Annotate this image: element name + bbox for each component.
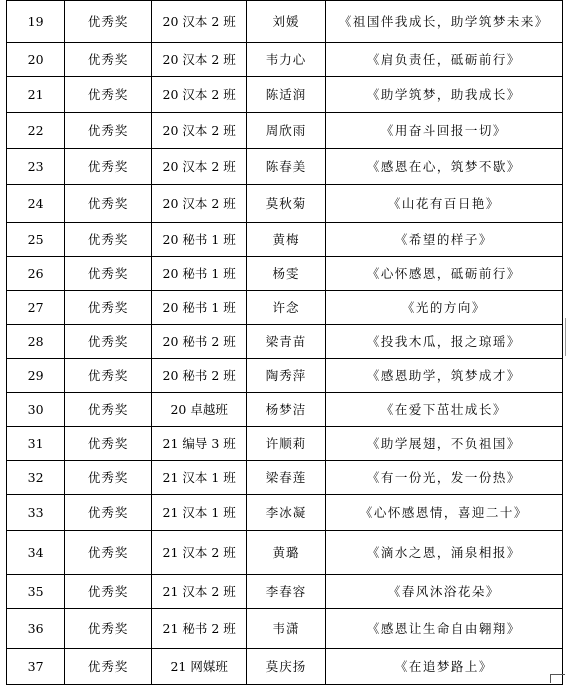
class-name: 20 秘书 1 班 — [152, 257, 247, 291]
essay-title: 《祖国伴我成长，助学筑梦未来》 — [325, 1, 562, 43]
student-name: 陈春美 — [247, 149, 326, 185]
table-row — [7, 531, 563, 575]
award-level: 优秀奖 — [65, 427, 152, 461]
row-number: 21 — [7, 77, 65, 113]
student-name: 韦潇 — [247, 609, 326, 649]
essay-title: 《希望的样子》 — [325, 223, 562, 257]
class-name: 20 卓越班 — [152, 393, 247, 427]
essay-title: 《光的方向》 — [325, 291, 562, 325]
table-row — [7, 113, 563, 149]
award-table — [6, 0, 563, 685]
essay-title: 《感恩让生命自由翱翔》 — [325, 609, 562, 649]
class-name: 21 秘书 2 班 — [152, 609, 247, 649]
essay-title: 《在爱下茁壮成长》 — [325, 393, 562, 427]
table-row — [7, 359, 563, 393]
table-row — [7, 427, 563, 461]
class-name: 21 汉本 1 班 — [152, 461, 247, 495]
row-number: 19 — [7, 1, 65, 43]
student-name: 周欣雨 — [247, 113, 326, 149]
student-name: 许念 — [247, 291, 326, 325]
class-name: 20 秘书 1 班 — [152, 291, 247, 325]
row-number: 32 — [7, 461, 65, 495]
award-level: 优秀奖 — [65, 609, 152, 649]
row-number: 36 — [7, 609, 65, 649]
award-level: 优秀奖 — [65, 1, 152, 43]
class-name: 21 汉本 2 班 — [152, 531, 247, 575]
student-name: 莫庆扬 — [247, 649, 326, 685]
essay-title: 《在追梦路上》 — [325, 649, 562, 685]
award-level: 优秀奖 — [65, 393, 152, 427]
row-number: 29 — [7, 359, 65, 393]
award-level: 优秀奖 — [65, 531, 152, 575]
essay-title: 《助学筑梦，助我成长》 — [325, 77, 562, 113]
table-row — [7, 461, 563, 495]
award-level: 优秀奖 — [65, 461, 152, 495]
award-level: 优秀奖 — [65, 185, 152, 223]
class-name: 20 汉本 2 班 — [152, 1, 247, 43]
row-number: 31 — [7, 427, 65, 461]
essay-title: 《肩负责任，砥砺前行》 — [325, 43, 562, 77]
student-name: 梁青苗 — [247, 325, 326, 359]
student-name: 梁春莲 — [247, 461, 326, 495]
essay-title: 《投我木瓜，报之琼瑶》 — [325, 325, 562, 359]
table-row — [7, 257, 563, 291]
essay-title: 《滴水之恩，涌泉相报》 — [325, 531, 562, 575]
table-row — [7, 325, 563, 359]
table-row — [7, 393, 563, 427]
student-name: 莫秋菊 — [247, 185, 326, 223]
class-name: 20 汉本 2 班 — [152, 77, 247, 113]
class-name: 21 网媒班 — [152, 649, 247, 685]
class-name: 20 汉本 2 班 — [152, 113, 247, 149]
row-number: 35 — [7, 575, 65, 609]
row-number: 28 — [7, 325, 65, 359]
table-row — [7, 43, 563, 77]
class-name: 20 汉本 2 班 — [152, 149, 247, 185]
award-table-sheet — [6, 0, 563, 685]
student-name: 黄梅 — [247, 223, 326, 257]
row-number: 27 — [7, 291, 65, 325]
essay-title: 《山花有百日艳》 — [325, 185, 562, 223]
row-number: 22 — [7, 113, 65, 149]
essay-title: 《春风沐浴花朵》 — [325, 575, 562, 609]
row-number: 26 — [7, 257, 65, 291]
essay-title: 《用奋斗回报一切》 — [325, 113, 562, 149]
student-name: 许顺莉 — [247, 427, 326, 461]
class-name: 20 秘书 2 班 — [152, 325, 247, 359]
row-number: 24 — [7, 185, 65, 223]
table-row — [7, 575, 563, 609]
row-number: 33 — [7, 495, 65, 531]
essay-title: 《心怀感恩，砥砺前行》 — [325, 257, 562, 291]
student-name: 杨雯 — [247, 257, 326, 291]
class-name: 20 秘书 1 班 — [152, 223, 247, 257]
essay-title: 《感恩助学，筑梦成才》 — [325, 359, 562, 393]
award-level: 优秀奖 — [65, 325, 152, 359]
class-name: 20 汉本 2 班 — [152, 43, 247, 77]
row-number: 20 — [7, 43, 65, 77]
student-name: 李春容 — [247, 575, 326, 609]
student-name: 韦力心 — [247, 43, 326, 77]
award-level: 优秀奖 — [65, 77, 152, 113]
table-row — [7, 291, 563, 325]
essay-title: 《助学展翅，不负祖国》 — [325, 427, 562, 461]
table-row — [7, 609, 563, 649]
row-number: 23 — [7, 149, 65, 185]
row-number: 37 — [7, 649, 65, 685]
award-level: 优秀奖 — [65, 113, 152, 149]
student-name: 陶秀萍 — [247, 359, 326, 393]
page-edge-marker — [565, 318, 569, 356]
table-row — [7, 223, 563, 257]
student-name: 刘媛 — [247, 1, 326, 43]
award-level: 优秀奖 — [65, 257, 152, 291]
table-row — [7, 185, 563, 223]
row-number: 34 — [7, 531, 65, 575]
row-number: 25 — [7, 223, 65, 257]
student-name: 陈适润 — [247, 77, 326, 113]
student-name: 李冰凝 — [247, 495, 326, 531]
class-name: 20 汉本 2 班 — [152, 185, 247, 223]
class-name: 21 汉本 2 班 — [152, 575, 247, 609]
award-level: 优秀奖 — [65, 149, 152, 185]
student-name: 杨梦洁 — [247, 393, 326, 427]
award-level: 优秀奖 — [65, 223, 152, 257]
award-level: 优秀奖 — [65, 359, 152, 393]
essay-title: 《有一份光，发一份热》 — [325, 461, 562, 495]
page-corner-marker — [550, 674, 565, 683]
class-name: 21 编导 3 班 — [152, 427, 247, 461]
class-name: 21 汉本 1 班 — [152, 495, 247, 531]
student-name: 黄璐 — [247, 531, 326, 575]
table-row — [7, 149, 563, 185]
award-level: 优秀奖 — [65, 43, 152, 77]
row-number: 30 — [7, 393, 65, 427]
award-level: 优秀奖 — [65, 649, 152, 685]
table-row — [7, 495, 563, 531]
class-name: 20 秘书 2 班 — [152, 359, 247, 393]
table-row — [7, 649, 563, 685]
essay-title: 《感恩在心，筑梦不歇》 — [325, 149, 562, 185]
table-row — [7, 1, 563, 43]
award-level: 优秀奖 — [65, 291, 152, 325]
award-level: 优秀奖 — [65, 495, 152, 531]
essay-title: 《心怀感恩情，喜迎二十》 — [325, 495, 562, 531]
table-row — [7, 77, 563, 113]
award-level: 优秀奖 — [65, 575, 152, 609]
